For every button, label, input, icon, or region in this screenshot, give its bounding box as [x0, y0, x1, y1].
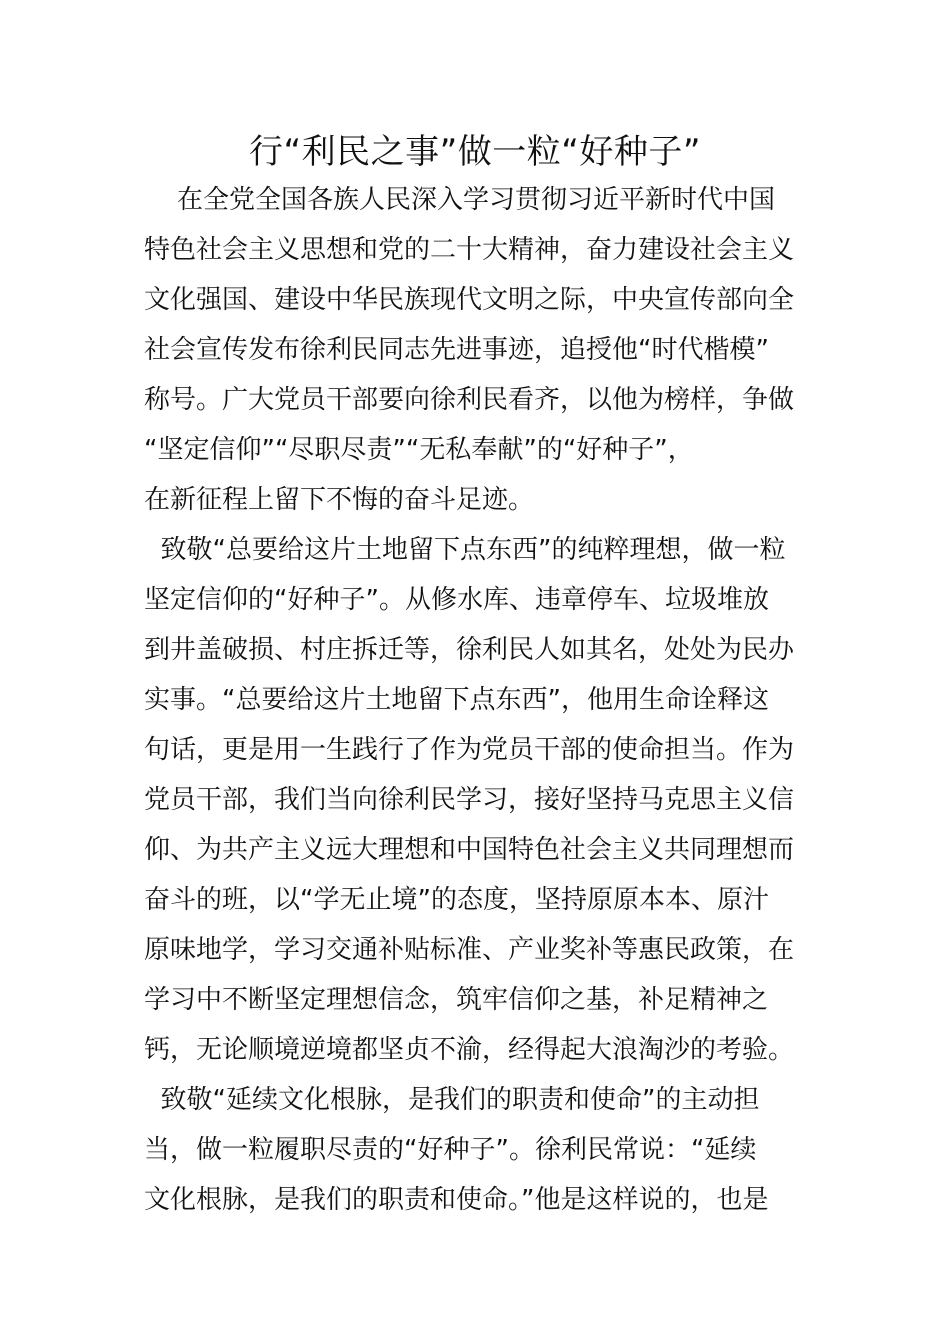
- text-line: 文化强国、建设中华民族现代文明之际，中央宣传部向全: [144, 285, 795, 315]
- text-line: 党员干部，我们当向徐利民学习，接好坚持马克思主义信: [144, 785, 795, 815]
- paragraph-1: [144, 175, 808, 525]
- text-line: 文化根脉，是我们的职责和使命。”他是这样说的，也是: [144, 1185, 769, 1215]
- text-line: 钙，无论顺境逆境都坚贞不渝，经得起大浪淘沙的考验。: [144, 1035, 795, 1065]
- text-line: 原味地学，学习交通补贴标准、产业奖补等惠民政策，在: [144, 935, 795, 965]
- text-line: 实事。“总要给这片土地留下点东西”，他用生命诠释这: [144, 685, 769, 715]
- paragraph-2: [144, 525, 808, 1075]
- text-line: 社会宣传发布徐利民同志先进事迹，追授他“时代楷模”: [144, 335, 769, 365]
- text-line: 坚定信仰的“好种子”。从修水库、违章停车、垃圾堆放: [144, 585, 769, 615]
- text-line: 特色社会主义思想和党的二十大精神，奋力建设社会主义: [144, 235, 795, 265]
- text-line: 致敬“延续文化根脉，是我们的职责和使命”的主动担: [144, 1085, 760, 1115]
- text-line: 称号。广大党员干部要向徐利民看齐，以他为榜样，争做: [144, 385, 795, 415]
- document-body: [144, 175, 808, 1225]
- document-title: 行“利民之事”做一粒“好种子”: [249, 132, 701, 172]
- text-line: 奋斗的班，以“学无止境”的态度，坚持原原本本、原汁: [144, 885, 769, 915]
- paragraph-3: [144, 1075, 808, 1225]
- text-line: 到井盖破损、村庄拆迁等，徐利民人如其名，处处为民办: [144, 635, 795, 665]
- text-line: 在新征程上留下不悔的奋斗足迹。: [144, 485, 535, 515]
- text-line: 致敬“总要给这片土地留下点东西”的纯粹理想，做一粒: [144, 535, 786, 565]
- text-line: 当，做一粒履职尽责的“好种子”。徐利民常说：“延续: [144, 1135, 757, 1165]
- text-line: 仰、为共产主义远大理想和中国特色社会主义共同理想而: [144, 835, 795, 865]
- text-line: 在全党全国各族人民深入学习贯彻习近平新时代中国: [144, 185, 776, 215]
- text-line: 学习中不断坚定理想信念，筑牢信仰之基，补足精神之: [144, 985, 769, 1015]
- text-line: “坚定信仰”“尽职尽责”“无私奉献”的“好种子”，: [144, 435, 694, 465]
- text-line: 句话，更是用一生践行了作为党员干部的使命担当。作为: [144, 735, 795, 765]
